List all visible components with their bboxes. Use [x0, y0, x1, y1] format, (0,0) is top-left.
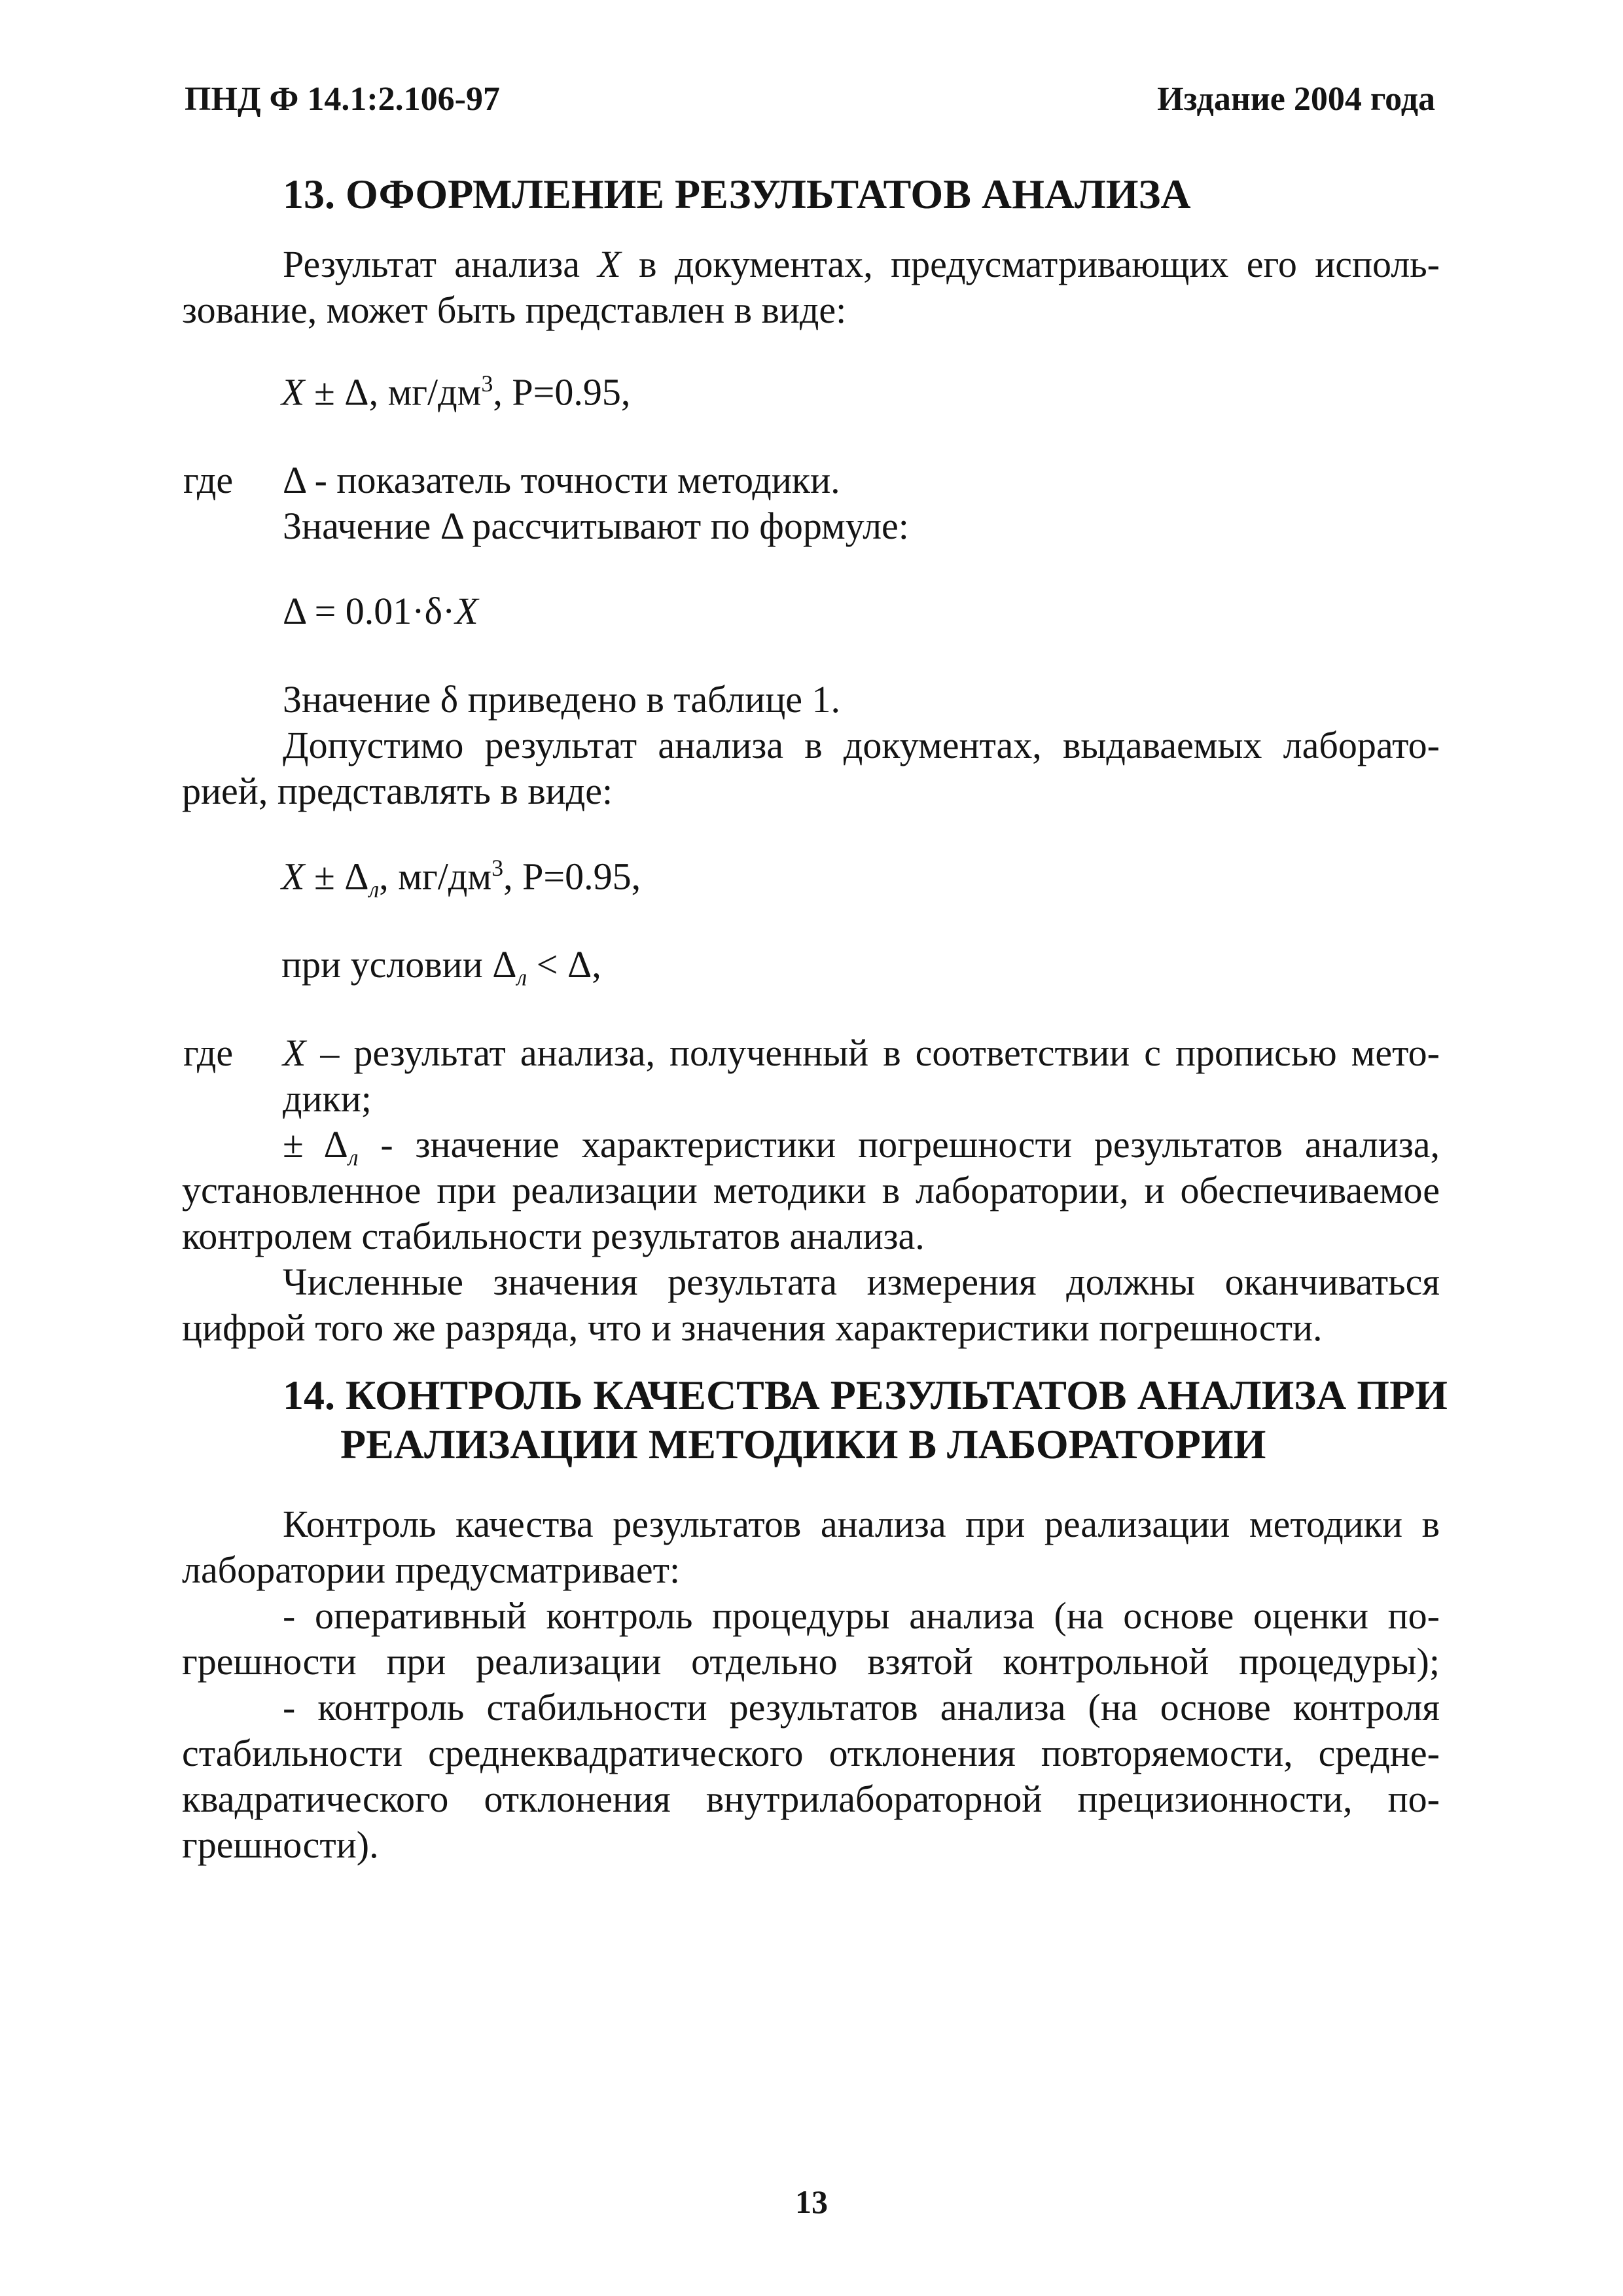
quality-control-line-1: Контроль качества результатов анализа при реализации методики в — [283, 1503, 1440, 1545]
edition-label: Издание 2004 года — [1157, 81, 1435, 118]
section-14-title-line-1: 14. КОНТРОЛЬ КАЧЕСТВА РЕЗУЛЬТАТОВ АНАЛИЗА ПРИ — [283, 1372, 1448, 1418]
where-label-2: где — [183, 1031, 234, 1074]
delta-table-reference: Значение δ приведено в таблице 1. — [283, 678, 840, 721]
delta-calculation-text: Значение Δ рассчитывают по формуле: — [283, 505, 909, 547]
delta-l-definition-line-1: ± $\Delta_л$ - значение характеристики погрешности результатов анализа, — [283, 1123, 1440, 1171]
formula-result: X ± Δ, $мг/дм^3$, P=0.95, — [281, 370, 631, 414]
formula-delta: Δ = 0.01·δ·X — [283, 590, 478, 632]
delta-definition: Δ - показатель точности методики. — [283, 459, 840, 501]
x-definition-line-2: дики; — [283, 1077, 372, 1120]
operative-control-line-1: - оперативный контроль процедуры анализа (на основе оценки по- — [283, 1594, 1440, 1637]
numeric-values-line-1: Численные значения результата измерения должны оканчиваться — [283, 1261, 1440, 1303]
intro-line-1: Результат анализа X в документах, предусматривающих его исполь- — [283, 243, 1440, 285]
stability-control-line-2: стабильности среднеквадратического отклонения повторяемости, средне- — [182, 1732, 1440, 1774]
stability-control-line-4: грешности). — [182, 1823, 379, 1866]
condition-text: при условии $\Delta_л < \Delta$, — [281, 943, 601, 991]
operative-control-line-2: грешности при реализации отдельно взятой контрольной процедуры); — [182, 1640, 1440, 1683]
x-definition-line-1: X – результат анализа, полученный в соответствии с прописью мето- — [283, 1031, 1440, 1074]
formula-lab-result: $X \pm \Delta_л$, $мг/дм^3$, P=0.95, — [281, 855, 641, 903]
delta-l-definition-line-2: установленное при реализации методики в лаборатории, и обеспечиваемое — [182, 1169, 1440, 1211]
lab-text-line-1: Допустимо результат анализа в документах, выдаваемых лаборато- — [283, 724, 1440, 766]
delta-l-definition-line-3: контролем стабильности результатов анализа. — [182, 1215, 925, 1257]
where-label-1: где — [183, 459, 234, 501]
document-code: ПНД Ф 14.1:2.106-97 — [185, 81, 500, 118]
section-13-title: 13. ОФОРМЛЕНИЕ РЕЗУЛЬТАТОВ АНАЛИЗА — [283, 171, 1191, 217]
section-14-title-line-2: РЕАЛИЗАЦИИ МЕТОДИКИ В ЛАБОРАТОРИИ — [340, 1421, 1266, 1467]
stability-control-line-1: - контроль стабильности результатов анализа (на основе контроля — [283, 1686, 1440, 1729]
stability-control-line-3: квадратического отклонения внутрилабораторной прецизионности, по- — [182, 1778, 1440, 1820]
numeric-values-line-2: цифрой того же разряда, что и значения характеристики погрешности. — [182, 1306, 1323, 1349]
quality-control-line-2: лаборатории предусматривает: — [182, 1549, 681, 1591]
intro-line-2: зование, может быть представлен в виде: — [182, 289, 847, 331]
lab-text-line-2: рией, представлять в виде: — [182, 770, 613, 812]
page-number: 13 — [795, 2183, 828, 2220]
